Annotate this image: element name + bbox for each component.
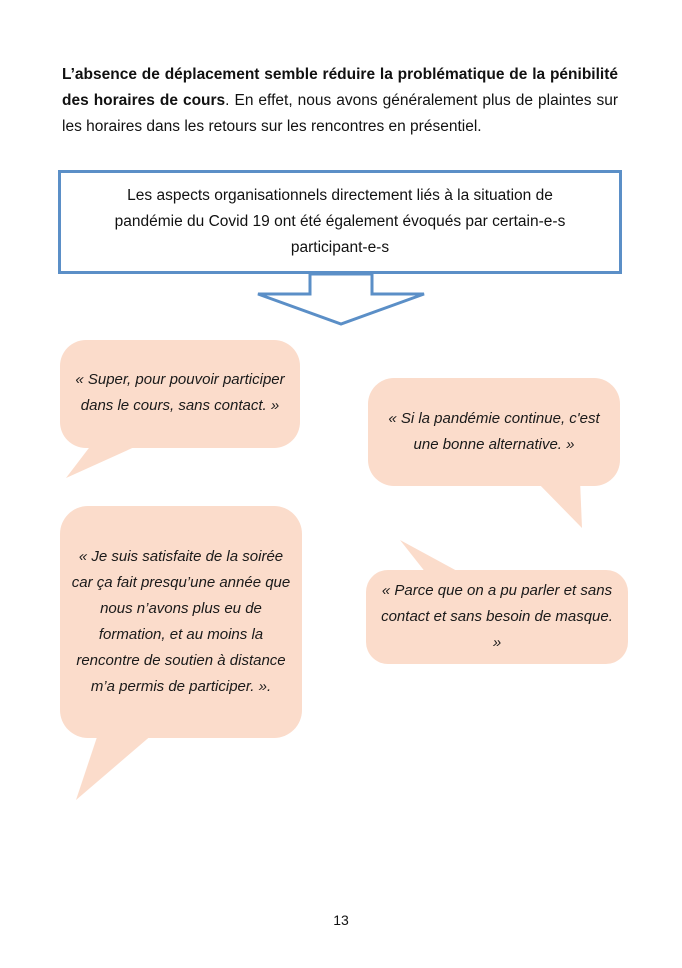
callout-text: Les aspects organisationnels directement liés à la situation de pandémie du Covid 19 ont été également évoqués par certain-e-s participant-e-s (114, 187, 566, 256)
quote-1: « Super, pour pouvoir participer dans le cours, sans contact. » (75, 371, 285, 414)
page-number: 13 (333, 912, 349, 928)
quote-3: « Je suis satisfaite de la soirée car ça fait presqu’une année que nous n’avons plus eu de formation, et au moins la rencontre de soutien à distance m’a permis de participer. ». (71, 548, 291, 695)
quote-2: « Si la pandémie continue, c'est une bonne alternative. » (388, 410, 600, 453)
intro-bold-text: L’absence de déplacement semble réduire la problématique de la pénibilité des horaires de cours (62, 66, 618, 109)
quote-4: « Parce que on a pu parler et sans contact et sans besoin de masque. » (381, 582, 613, 651)
intro-rest-text: . En effet, nous avons généralement plus de plaintes sur les horaires dans les retours sur les rencontres en présentiel. (62, 92, 618, 135)
